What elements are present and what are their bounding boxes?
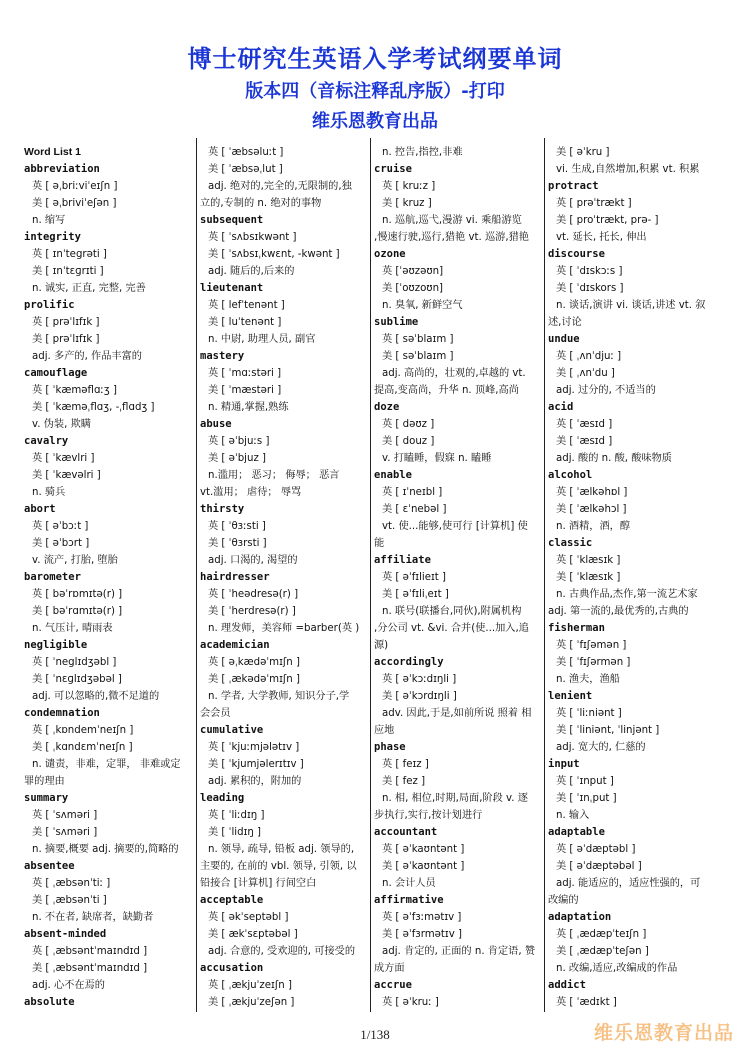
definition: adj. 肯定的, 正面的 n. 肯定语, 赞 (382, 946, 536, 957)
phonetic: 英 [ kruːz ] (382, 181, 436, 192)
headword: academician (200, 639, 270, 651)
phonetic: 美 [ˈoʊzoʊn] (382, 283, 444, 294)
headword: abuse (200, 418, 232, 430)
definition: vt. 延长, 托长, 伸出 (556, 232, 647, 243)
definition: n. 中尉, 助理人员, 副官 (208, 334, 316, 345)
phonetic: 英 [ ˈkævlri ] (32, 453, 95, 464)
phonetic: 英 [ ˌkɒndemˈneɪʃn ] (32, 725, 134, 736)
phonetic: 美 [ ˈθɜrsti ] (208, 538, 267, 549)
phonetic: 英 [ prəˈlɪfɪk ] (32, 317, 100, 328)
phonetic: 美 [ luˈtenənt ] (208, 317, 282, 328)
headword: negligible (24, 639, 88, 651)
definition: adj. 可以忽略的,微不足道的 (32, 691, 160, 702)
definition: adj. 累积的，附加的 (208, 776, 302, 787)
phonetic: 美 [ ɪnˈtɛɡrɪti ] (32, 266, 104, 277)
definition: n. 缩写 (32, 215, 66, 226)
phonetic: 英 [ ˌækjuˈzeɪʃn ] (208, 980, 292, 991)
headword: input (548, 758, 580, 770)
phonetic: 英 [ ˈsʌbsɪkwənt ] (208, 232, 297, 243)
definition: adj. 合意的, 受欢迎的, 可接受的 (208, 946, 356, 957)
phonetic: 美 [ bəˈrɑmɪtə(r) ] (32, 606, 123, 617)
headword: addict (548, 979, 586, 991)
headword: abbreviation (24, 163, 100, 175)
headword: classic (548, 537, 593, 549)
phonetic: 美 [ əˈkru ] (556, 147, 610, 158)
phonetic: 英 [ ˈsʌməri ] (32, 810, 98, 821)
phonetic: 美 [ prəˈlɪfɪk ] (32, 334, 100, 345)
phonetic: 英 [ ˈæbsəluːt ] (208, 147, 284, 158)
phonetic: 美 [ əˈfɜrmətɪv ] (382, 929, 462, 940)
phonetic: 美 [ ˈmæstəri ] (208, 385, 282, 396)
phonetic: 美 [ ˌædæpˈteʃən ] (556, 946, 649, 957)
phonetic: 英 [ əˌbriːviˈeɪʃn ] (32, 181, 118, 192)
phonetic: 英 [ ˈædɪkt ] (556, 997, 617, 1008)
phonetic: 美 [ ˈæbsəˌlut ] (208, 164, 283, 175)
phonetic: 英 [ əkˈseptəbl ] (208, 912, 289, 923)
headword: ozone (374, 248, 406, 260)
phonetic: 美 [ ˌæbsənˈti ] (32, 895, 107, 906)
phonetic: 美 [ ˈlidɪŋ ] (208, 827, 262, 838)
headword: absent-minded (24, 928, 107, 940)
word-column-4 (548, 144, 714, 1012)
definition: n. 相, 相位,时期,局面,阶段 v. 逐 (382, 793, 528, 804)
definition: n. 巡航,巡弋,漫游 vi. 乘船游览 (382, 215, 522, 226)
definition-continued: 铅接合 [计算机] 行间空白 (200, 878, 317, 889)
definition: vi. 生成,自然增加,积累 vt. 积累 (556, 164, 700, 175)
phonetic: 美 [ ɛˈnebəl ] (382, 504, 447, 515)
phonetic: 英 [ ˈliːniənt ] (556, 708, 622, 719)
definition: n. 渔夫，渔船 (556, 674, 620, 685)
word-list-columns (22, 144, 728, 1012)
phonetic: 美 [ ˈælkəhɔl ] (556, 504, 627, 515)
phonetic: 美 [ kruz ] (382, 198, 432, 209)
phonetic: 英 [ ˈneglɪdʒəbl ] (32, 657, 117, 668)
phonetic: 英 [ əˈkruː ] (382, 997, 439, 1008)
definition-continued: 罪的理由 (24, 776, 65, 787)
headword: phase (374, 741, 406, 753)
definition-continued: ,分公司 vt. &vi. 合并(使...加入,追 (374, 623, 529, 634)
word-column-3 (374, 144, 540, 1012)
definition-continued: ,慢速行驶,巡行,猎艳 vt. 巡游,猎艳 (374, 232, 529, 243)
definition-continued: 立的,专制的 n. 绝对的事物 (200, 198, 322, 209)
phonetic: 英 [ əˈfɜːmətɪv ] (382, 912, 462, 923)
phonetic: 美 [ ˈkjumjəlerɪtɪv ] (208, 759, 304, 770)
headword: affirmative (374, 894, 444, 906)
definition-continued: 提高,变高尚，升华 n. 顶峰,高尚 (374, 385, 519, 396)
headword: doze (374, 401, 400, 413)
phonetic: 美 [ proˈtrækt, prə- ] (556, 215, 659, 226)
headword: cumulative (200, 724, 264, 736)
definition: n. 谈话,演讲 vi. 谈话,讲述 vt. 叙 (556, 300, 706, 311)
definition: n. 学者, 大学教师, 知识分子,学 (208, 691, 350, 702)
watermark: 维乐恩教育出品 (593, 1022, 734, 1044)
phonetic: 美 [ əˈkɔrdɪŋli ] (382, 691, 457, 702)
phonetic: 英 [ ˈkjuːmjələtɪv ] (208, 742, 300, 753)
phonetic: 美 [ əˈbɔrt ] (32, 538, 90, 549)
definition: n. 不在者, 缺席者，缺勤者 (32, 912, 154, 923)
headword: camouflage (24, 367, 88, 379)
definition-continued: 源) (374, 640, 389, 651)
headword: acceptable (200, 894, 264, 906)
phonetic: 英 [ əˈfɪlieɪt ] (382, 572, 447, 583)
definition: n. 理发师，美容师 =barber(英 ) (208, 623, 360, 634)
headword: adaptation (548, 911, 612, 923)
definition-continued: 应地 (374, 725, 395, 736)
definition: n. 诚实, 正直, 完整, 完善 (32, 283, 146, 294)
headword: affiliate (374, 554, 431, 566)
headword: alcohol (548, 469, 593, 481)
headword: summary (24, 792, 69, 804)
headword: thirsty (200, 503, 245, 515)
phonetic: 英 [ əˌkædəˈmɪʃn ] (208, 657, 300, 668)
headword: accordingly (374, 656, 444, 668)
definition: n. 联号(联播台,同伙),附属机构 (382, 606, 522, 617)
definition: adj. 高尚的，壮观的,卓越的 vt. (382, 368, 526, 379)
headword: absentee (24, 860, 75, 872)
definition: n. 臭氧, 新鲜空气 (382, 300, 463, 311)
phonetic: 英 [ ˌæbsəntˈmaɪndɪd ] (32, 946, 148, 957)
definition: n. 精通,掌握,熟练 (208, 402, 289, 413)
phonetic: 美 [ ˌkɑndɛmˈneɪʃn ] (32, 742, 133, 753)
phonetic: 英 [ feɪz ] (382, 759, 429, 770)
phonetic: 英 [ ˈɪnput ] (556, 776, 614, 787)
word-column-1 (24, 144, 190, 1012)
definition: adj. 绝对的,完全的,无限制的,独 (208, 181, 352, 192)
phonetic: 英 [ ˌæbsənˈtiː ] (32, 878, 111, 889)
phonetic: 英 [ lefˈtenənt ] (208, 300, 285, 311)
definition: vt. 使...能够,使可行 [计算机] 使 (382, 521, 528, 532)
publisher-line: 维乐恩教育出品 (312, 111, 438, 132)
phonetic: 英 [ ˌʌnˈdjuː ] (556, 351, 622, 362)
definition-continued: 述,讨论 (548, 317, 582, 328)
phonetic: 美 [ ˈfɪʃərmən ] (556, 657, 631, 668)
definition-continued: 能 (374, 538, 385, 549)
document-subtitle: 版本四（音标注释乱序版）-打印 (245, 81, 505, 102)
definition: n. 谴责，非难，定罪， 非难或定 (32, 759, 181, 770)
phonetic: 美 [ ˈherdresə(r) ] (208, 606, 296, 617)
headword: condemnation (24, 707, 100, 719)
definition: adj. 随后的,后来的 (208, 266, 295, 277)
definition: n.滥用； 恶习； 侮辱； 恶言 (208, 470, 340, 481)
phonetic: 美 [ ˈdɪskors ] (556, 283, 624, 294)
headword: lenient (548, 690, 593, 702)
definition: adj. 能适应的，适应性强的，可 (556, 878, 701, 889)
phonetic: 英 [ ˈθɜːsti ] (208, 521, 266, 532)
phonetic: 美 [ ˈkævəlri ] (32, 470, 101, 481)
word-list-heading: Word List 1 (24, 146, 81, 158)
headword: sublime (374, 316, 419, 328)
phonetic: 美 [ douz ] (382, 436, 435, 447)
headword: protract (548, 180, 599, 192)
definition: adv. 因此,于是,如前所说 照着 相 (382, 708, 532, 719)
phonetic: 英 [ ˈæsɪd ] (556, 419, 613, 430)
definition-continued: 主要的, 在前的 vbl. 领导, 引领, 以 (200, 861, 357, 872)
phonetic: 英 [ səˈblaɪm ] (382, 334, 454, 345)
phonetic: 美 [ ˈsʌməri ] (32, 827, 98, 838)
phonetic: 美 [ ˈnɛɡlɪdʒəbəl ] (32, 674, 122, 685)
definition: adj. 口渴的, 渴望的 (208, 555, 298, 566)
definition-continued: 步执行,实行,按计划进行 (374, 810, 483, 821)
phonetic: 美 [ ˈɪnˌput ] (556, 793, 617, 804)
definition: adj. 过分的, 不适当的 (556, 385, 656, 396)
phonetic: 美 [ fez ] (382, 776, 426, 787)
definition: n. 输入 (556, 810, 590, 821)
phonetic: 美 [ ˌækədəˈmɪʃn ] (208, 674, 300, 685)
phonetic: 英 [ ˈliːdɪŋ ] (208, 810, 265, 821)
phonetic: 英 [ əˈkaʊntənt ] (382, 844, 465, 855)
phonetic: 美 [ ˈliniənt, ˈlinjənt ] (556, 725, 660, 736)
page-header (0, 44, 750, 136)
headword: abort (24, 503, 56, 515)
headword: integrity (24, 231, 81, 243)
word-column-2 (200, 144, 366, 1012)
definition: adj. 多产的, 作品丰富的 (32, 351, 142, 362)
definition-continued: 会会员 (200, 708, 231, 719)
definition: v. 流产, 打胎, 堕胎 (32, 555, 118, 566)
definition: n. 领导, 疏导, 铅板 adj. 领导的, (208, 844, 355, 855)
phonetic: 美 [ əˌbriviˈeʃən ] (32, 198, 117, 209)
phonetic: 美 [ əˈbjuz ] (208, 453, 267, 464)
phonetic: 美 [ ˈklæsɪk ] (556, 572, 621, 583)
phonetic: 美 [ əˈkaʊntənt ] (382, 861, 465, 872)
phonetic: 英 [ prəˈtrækt ] (556, 198, 632, 209)
headword: fisherman (548, 622, 605, 634)
phonetic: 英 [ ɪnˈtegrəti ] (32, 249, 107, 260)
phonetic: 英 [ˈəʊzəʊn] (382, 266, 444, 277)
phonetic: 美 [ əˈfɪliˌeɪt ] (382, 589, 449, 600)
phonetic: 美 [ ˈæsɪd ] (556, 436, 613, 447)
definition: n. 摘要,概要 adj. 摘要的,简略的 (32, 844, 179, 855)
phonetic: 英 [ ˈheədresə(r) ] (208, 589, 299, 600)
headword: discourse (548, 248, 605, 260)
phonetic: 美 [ ˈsʌbsɪˌkwɛnt, -kwənt ] (208, 249, 340, 260)
definition-continued: 改编的 (548, 895, 579, 906)
headword: lieutenant (200, 282, 264, 294)
definition: n. 古典作品,杰作,第一流艺术家 (556, 589, 698, 600)
definition-continued: 成方面 (374, 963, 405, 974)
phonetic: 英 [ ˈklæsɪk ] (556, 555, 621, 566)
headword: subsequent (200, 214, 264, 226)
phonetic: 美 [ səˈblaɪm ] (382, 351, 454, 362)
phonetic: 英 [ bəˈrɒmɪtə(r) ] (32, 589, 123, 600)
headword: hairdresser (200, 571, 270, 583)
phonetic: 英 [ dəʊz ] (382, 419, 435, 430)
headword: mastery (200, 350, 245, 362)
phonetic: 英 [ əˈbjuːs ] (208, 436, 270, 447)
headword: cavalry (24, 435, 69, 447)
document-title: 博士研究生英语入学考试纲要单词 (187, 45, 563, 73)
definition-continued: vt.滥用； 虐待； 辱骂 (200, 487, 302, 498)
phonetic: 英 [ ˈkæməflɑːʒ ] (32, 385, 117, 396)
headword: accountant (374, 826, 438, 838)
definition: n. 酒精，酒，醇 (556, 521, 631, 532)
phonetic: 美 [ ˌʌnˈdu ] (556, 368, 615, 379)
phonetic: 英 [ ˈfɪʃəmən ] (556, 640, 627, 651)
headword: accusation (200, 962, 264, 974)
headword: barometer (24, 571, 81, 583)
definition: n. 控告,指控,非难 (382, 147, 463, 158)
headword: adaptable (548, 826, 605, 838)
headword: prolific (24, 299, 75, 311)
phonetic: 英 [ əˈdæptəbl ] (556, 844, 636, 855)
headword: absolute (24, 996, 75, 1008)
phonetic: 美 [ əˈdæptəbəl ] (556, 861, 642, 872)
phonetic: 美 [ ˈkæməˌflɑʒ, -ˌflɑdʒ ] (32, 402, 155, 413)
phonetic: 英 [ əˈkɔːdɪŋli ] (382, 674, 457, 685)
phonetic: 美 [ ˌæbsəntˈmaɪndɪd ] (32, 963, 148, 974)
definition: n. 骑兵 (32, 487, 66, 498)
definition: v. 打瞌睡，假寐 n. 瞌睡 (382, 453, 492, 464)
definition: n. 会计人员 (382, 878, 436, 889)
phonetic: 英 [ əˈbɔːt ] (32, 521, 89, 532)
definition: adj. 酸的 n. 酸, 酸味物质 (556, 453, 672, 464)
phonetic: 美 [ ˌækjuˈzeʃən ] (208, 997, 295, 1008)
definition-continued: adj. 第一流的,最优秀的,古典的 (548, 606, 689, 617)
definition: n. 改编,适应,改编成的作品 (556, 963, 678, 974)
phonetic: 英 [ ˈælkəhɒl ] (556, 487, 628, 498)
definition: n. 气压计, 晴雨表 (32, 623, 113, 634)
page-number: 1/138 (360, 1027, 390, 1042)
headword: accrue (374, 979, 412, 991)
headword: leading (200, 792, 245, 804)
headword: enable (374, 469, 412, 481)
phonetic: 英 [ ˌædæpˈteɪʃn ] (556, 929, 647, 940)
headword: acid (548, 401, 574, 413)
phonetic: 美 [ ækˈsɛptəbəl ] (208, 929, 298, 940)
headword: undue (548, 333, 580, 345)
headword: cruise (374, 163, 412, 175)
definition: adj. 心不在焉的 (32, 980, 105, 991)
phonetic: 英 [ ˈmɑːstəri ] (208, 368, 282, 379)
definition: v. 伪装, 欺瞒 (32, 419, 91, 430)
phonetic: 英 [ ˈdɪskɔːs ] (556, 266, 623, 277)
phonetic: 英 [ ɪˈneɪbl ] (382, 487, 443, 498)
definition: adj. 宽大的, 仁慈的 (556, 742, 646, 753)
